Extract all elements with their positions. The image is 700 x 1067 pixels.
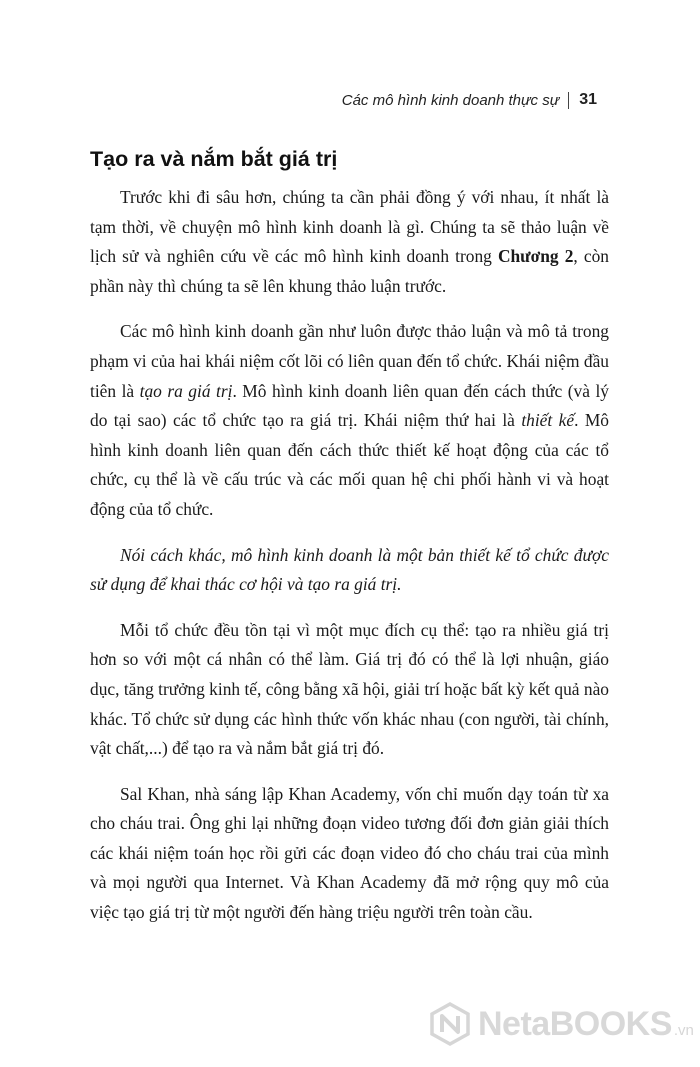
page-number: 31 [579,91,597,108]
watermark [428,1002,694,1046]
chapter-reference: Chương 2 [497,246,574,267]
paragraph-2 [90,317,609,524]
running-header [342,91,597,109]
paragraph-3-definition: Nói cách khác, mô hình kinh doanh là một bản thiết kế tổ chức được sử dụng để khai thác cơ hội và tạo ra giá trị. [90,544,609,595]
header-divider [568,92,569,109]
paragraph-1 [90,183,609,301]
running-title: Các mô hình kinh doanh thực sự [341,91,560,109]
netabooks-logo-icon [428,1002,472,1046]
body-text [90,183,609,944]
paragraph-5: Sal Khan, nhà sáng lập Khan Academy, vốn chỉ muốn dạy toán từ xa cho cháu trai. Ông ghi lại những đoạn video tương đối đơn giản giải thích các khái niệm toán học rồi gửi các đoạn video đó cho cháu trai của mình và mọi người qua Internet. Và Khan Academy đã mở rộng quy mô của việc tạo giá trị từ một người đến hàng triệu người trên toàn cầu. [90,783,609,923]
section-title: Tạo ra và nắm bắt giá trị [90,147,338,171]
watermark-tld: .vn [673,1021,694,1039]
term-design: thiết kế [521,410,575,431]
paragraph-2-text-a: Các mô hình kinh doanh gần như luôn được thảo luận và mô tả trong phạm vi của hai khái niệm cốt lõi có liên quan đến tổ chức. Khái niệm đầu tiên là [90,321,609,401]
paragraph-4: Mỗi tổ chức đều tồn tại vì một mục đích cụ thể: tạo ra nhiều giá trị hơn so với một cá nhân có thể làm. Giá trị đó có thể là lợi nhuận, giáo dục, tăng trưởng kinh tế, công bằng xã hội, giải trí hoặc bất kỳ kết quả nào khác. Tổ chức sử dụng các hình thức vốn khác nhau (con người, tài chính, vật chất,...) để tạo ra và nắm bắt giá trị đó. [90,619,609,759]
term-value-creation: tạo ra giá trị [139,380,233,401]
paragraph-2-text-e: . Mô hình kinh doanh liên quan đến cách thức thiết kế hoạt động của các tổ chức, cụ thể là về cấu trúc và các mối quan hệ chi phối hành vi và hoạt động của tổ chức. [90,410,609,519]
paragraph-1-text-a: Trước khi đi sâu hơn, chúng ta cần phải đồng ý với nhau, ít nhất là tạm thời, về chuyện mô hình kinh doanh là gì. Chúng ta sẽ thảo luận về lịch sử và nghiên cứu về các mô hình kinh doanh trong [90,187,609,267]
watermark-brand: NetaBOOKS [478,1004,672,1043]
paragraph-1-text-c: , còn phần này thì chúng ta sẽ lên khung thảo luận trước. [90,246,609,296]
paragraph-2-text-c: . Mô hình kinh doanh liên quan đến cách thức (và lý do tại sao) các tổ chức tạo ra giá trị. Khái niệm thứ hai là [90,380,609,431]
